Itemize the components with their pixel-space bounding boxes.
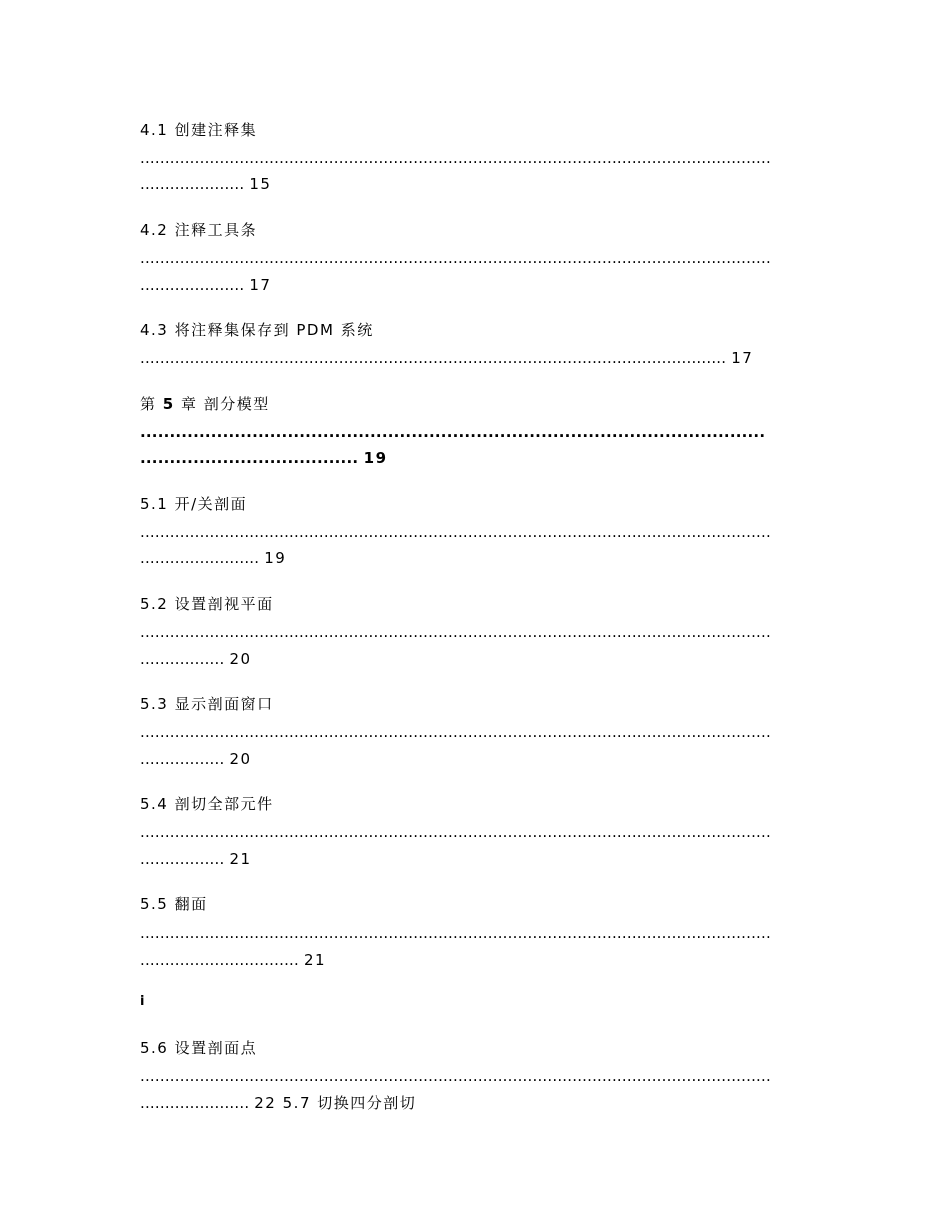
page-number: 17 — [249, 276, 272, 294]
toc-entry-5-2-tail — [140, 649, 810, 669]
toc-entry-5-6-title: 5.6 设置剖面点 — [140, 1039, 258, 1057]
toc-entry-5-3-title: 5.3 显示剖面窗口 — [140, 695, 274, 713]
toc-entry-4-3-title: 4.3 将注释集保存到 PDM 系统 — [140, 321, 374, 339]
toc-entry-4-2-title: 4.2 注释工具条 — [140, 221, 258, 239]
toc-entry-4-2-leader: ............................................................................................................................... — [140, 249, 771, 267]
page-marker: i — [140, 994, 146, 1009]
page-number: 22 — [254, 1094, 277, 1112]
toc-entry-5-4-tail — [140, 849, 810, 869]
toc-entry-5-7-title: 5.7 切换四分剖切 — [276, 1094, 417, 1112]
toc-entry-5-6-leader: ............................................................................................................................... — [140, 1067, 771, 1085]
chapter-number: 5 — [162, 395, 175, 413]
page-number: 19 — [363, 449, 388, 467]
toc-entry-5-1-leader: ............................................................................................................................... — [140, 523, 771, 541]
leader-dots: ........................ — [140, 549, 265, 567]
chapter-suffix: 章 剖分模型 — [174, 395, 270, 413]
leader-dots: ................................ — [140, 951, 304, 969]
leader-dots: ..................... — [140, 276, 250, 294]
chapter-prefix: 第 — [140, 395, 163, 413]
page-number: 21 — [303, 951, 327, 969]
toc-entry-5-5-tail — [140, 950, 810, 970]
toc-entry-5-3-leader: ............................................................................................................................... — [140, 723, 771, 741]
page-number: 15 — [249, 175, 272, 193]
toc-entry-5-2-title: 5.2 设置剖视平面 — [140, 595, 274, 613]
toc-entry-5-3-tail — [140, 749, 810, 769]
toc-entry-4-1-tail — [140, 174, 810, 194]
toc-entry-5-5-title: 5.5 翻面 — [140, 895, 208, 913]
toc-entry-5-1-tail — [140, 548, 810, 568]
toc-entry-4-2-tail — [140, 275, 810, 295]
page-number: 17 — [731, 349, 754, 367]
page-number: 20 — [229, 650, 252, 668]
page-number: 20 — [229, 750, 252, 768]
toc-entry-4-3-tail — [140, 348, 810, 368]
leader-dots: ................. — [140, 750, 230, 768]
toc-entry-4-1-leader: ............................................................................................................................... — [140, 149, 771, 167]
leader-dots: ..................... — [140, 175, 250, 193]
toc-entry-5-4-leader: ............................................................................................................................... — [140, 823, 771, 841]
leader-dots: ...................................................................................................................... — [140, 349, 732, 367]
toc-entry-5-4-title: 5.4 剖切全部元件 — [140, 795, 274, 813]
toc-entry-5-5-leader: ............................................................................................................................... — [140, 924, 771, 942]
toc-chapter-5-tail — [140, 448, 810, 468]
page-number: 19 — [264, 549, 287, 567]
toc-entry-5-2-leader: ............................................................................................................................... — [140, 623, 771, 641]
toc-chapter-5-leader: .......................................................................................................... — [140, 423, 766, 441]
leader-dots: ................. — [140, 850, 230, 868]
toc-chapter-5-title — [140, 394, 810, 414]
toc-entry-5-6-tail — [140, 1093, 810, 1113]
leader-dots: ...................... — [140, 1094, 255, 1112]
leader-dots: ..................................... — [140, 449, 364, 467]
page-number: 21 — [229, 850, 252, 868]
leader-dots: ................. — [140, 650, 230, 668]
toc-entry-5-1-title: 5.1 开/关剖面 — [140, 495, 248, 513]
toc-entry-4-1-title: 4.1 创建注释集 — [140, 121, 258, 139]
